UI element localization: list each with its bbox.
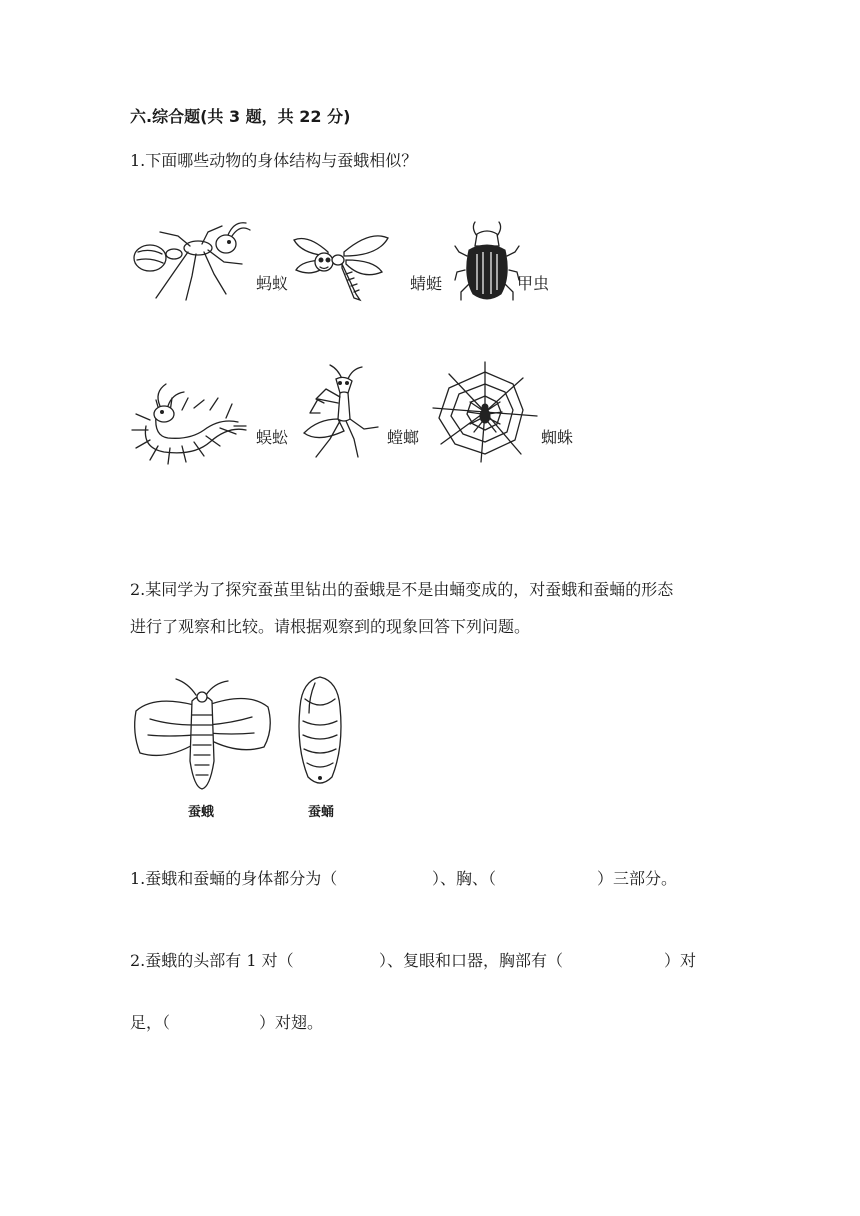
- sub-question-2-part-d: 足，（: [130, 1013, 171, 1032]
- sub-question-2-part-c: ）对: [664, 951, 697, 970]
- pupa-image: [295, 675, 345, 790]
- silkmoth-caption: 蚕蛾: [188, 805, 215, 820]
- mantis-image: [290, 365, 385, 460]
- sub-question-2-part-a: 2.蚕蛾的头部有 1 对（: [130, 951, 294, 970]
- dragonfly-image: [290, 230, 390, 305]
- dragonfly-label: 蜻蜓: [410, 274, 443, 293]
- pupa-caption: 蚕蛹: [308, 805, 335, 820]
- centipede-label: 蜈蚣: [256, 428, 289, 447]
- sub-question-1-part-c: ）三部分。: [597, 869, 678, 888]
- sub-question-2-part-b: ）、复眼和口器，胸部有（: [379, 951, 564, 970]
- beetle-image: [455, 222, 520, 307]
- question-2-line-2: 进行了观察和比较。请根据观察到的现象回答下列问题。: [130, 617, 531, 636]
- mantis-label: 螳螂: [387, 428, 420, 447]
- ant-image: [128, 218, 253, 303]
- spider-label: 蜘蛛: [541, 428, 574, 447]
- ant-label: 蚂蚁: [256, 274, 289, 293]
- beetle-label: 甲虫: [517, 274, 550, 293]
- spider-image: [430, 360, 540, 465]
- section-title: 六.综合题(共 3 题，共 22 分): [130, 107, 351, 126]
- question-2-line-1: 2.某同学为了探究蚕茧里钻出的蚕蛾是不是由蛹变成的，对蚕蛾和蚕蛹的形态: [130, 580, 674, 599]
- sub-question-1-part-a: 1.蚕蛾和蚕蛹的身体都分为（: [130, 869, 338, 888]
- sub-question-1-part-b: ）、胸、（: [432, 869, 497, 888]
- question-1-text: 1.下面哪些动物的身体结构与蚕蛾相似？: [130, 151, 418, 170]
- silkmoth-image: [130, 675, 275, 795]
- centipede-image: [130, 380, 255, 465]
- sub-question-2-part-e: ）对翅。: [259, 1013, 324, 1032]
